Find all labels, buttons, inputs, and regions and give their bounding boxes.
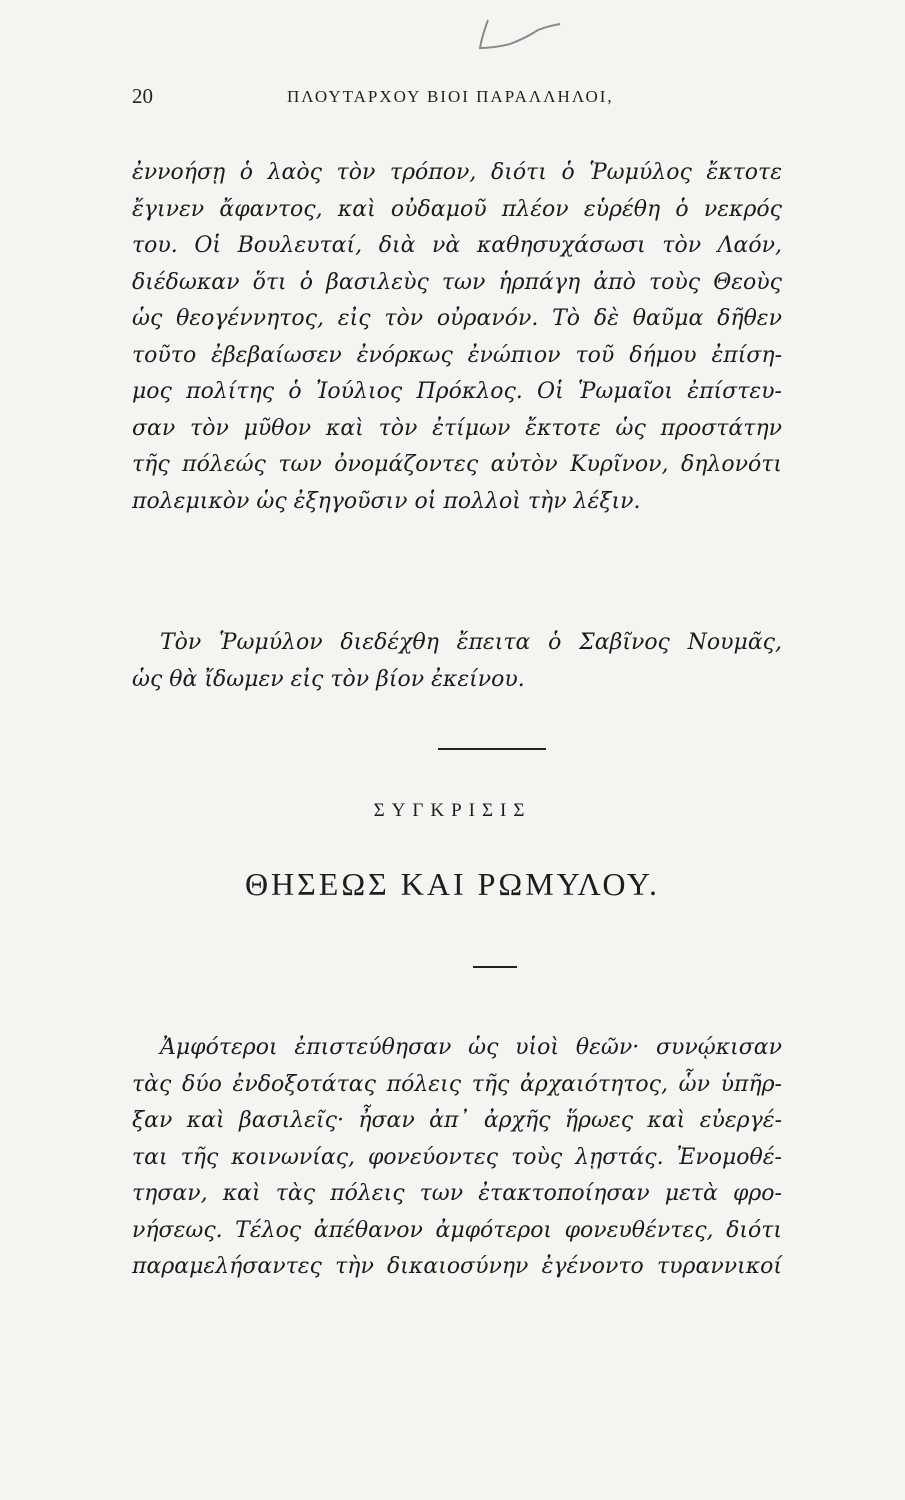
text-line: τὰς δύο ἐνδοξοτάτας πόλεις τῆς ἀρχαιότητος, ὧν ὑπῆρ- bbox=[132, 1071, 782, 1097]
section-label: ΣΥΓΚΡΙΣΙΣ bbox=[373, 800, 532, 821]
paragraph-comparison bbox=[132, 1030, 782, 1286]
text-line: σαν τὸν μῦθον καὶ τὸν ἐτίμων ἔκτοτε ὡς προστάτην bbox=[132, 415, 782, 441]
text-line: μος πολίτης ὁ Ἰούλιος Πρόκλος. Οἱ Ῥωμαῖοι ἐπίστευ- bbox=[132, 379, 782, 404]
section-title: ΘΗΣΕΩΣ ΚΑΙ ΡΩΜΥΛΟΥ. bbox=[244, 866, 661, 902]
text-line: ξαν καὶ βασιλεῖς· ἦσαν ἀπ᾽ ἀρχῆς ἥρωες καὶ εὐεργέ- bbox=[132, 1108, 782, 1133]
text-line: νήσεως. Τέλος ἀπέθανον ἀμφότεροι φονευθέντες, διότι bbox=[132, 1217, 782, 1243]
pencil-annotation-mark bbox=[476, 18, 566, 58]
text-line: ἔγινεν ἄφαντος, καὶ οὐδαμοῦ πλέον εὑρέθη ὁ νεκρός bbox=[132, 196, 782, 222]
running-head: ΠΛΟΥΤΑΡΧΟΥ ΒΙΟΙ ΠΑΡΑΛΛΗΛΟΙ, bbox=[287, 87, 614, 106]
paragraph-romulus-end bbox=[132, 155, 782, 520]
paragraph-succession bbox=[132, 625, 782, 698]
text-line: πολεμικὸν ὡς ἐξηγοῦσιν οἱ πολλοὶ τὴν λέξιν. bbox=[132, 488, 641, 514]
text-line: τοῦτο ἐβεβαίωσεν ἐνόρκως ἐνώπιον τοῦ δήμου ἐπίση- bbox=[132, 342, 782, 368]
text-line: ται τῆς κοινωνίας, φονεύοντες τοὺς λῃστάς. Ἐνομοθέ- bbox=[132, 1144, 782, 1170]
section-divider-top bbox=[438, 748, 546, 750]
text-line: παραμελήσαντες τὴν δικαιοσύνην ἐγένοντο τυραννικοί bbox=[132, 1254, 782, 1279]
text-line: ὡς θὰ ἴδωμεν εἰς τὸν βίον ἐκείνου. bbox=[132, 666, 525, 692]
text-line: Τὸν Ῥωμύλον διεδέχθη ἔπειτα ὁ Σαβῖνος Νουμᾶς, bbox=[160, 630, 782, 655]
text-line: ὡς θεογέννητος, εἰς τὸν οὐρανόν. Τὸ δὲ θαῦμα δῆθεν bbox=[132, 306, 782, 331]
section-divider-bottom bbox=[473, 966, 517, 968]
text-line: του. Οἱ Βουλευταί, διὰ νὰ καθησυχάσωσι τὸν Λαόν, bbox=[132, 233, 782, 258]
text-line: ἐννοήσῃ ὁ λαὸς τὸν τρόπον, διότι ὁ Ῥωμύλος ἔκτοτε bbox=[132, 160, 782, 185]
text-line: τησαν, καὶ τὰς πόλεις των ἐτακτοποίησαν μετὰ φρο- bbox=[132, 1181, 782, 1206]
page-header bbox=[132, 84, 782, 114]
text-line: τῆς πόλεώς των ὀνομάζοντες αὐτὸν Κυρῖνον, δηλονότι bbox=[132, 452, 782, 477]
text-line: διέδωκαν ὅτι ὁ βασιλεὺς των ἡρπάγη ἀπὸ τοὺς Θεοὺς bbox=[132, 269, 782, 295]
text-line: Ἀμφότεροι ἐπιστεύθησαν ὡς υἱοὶ θεῶν· συνῴκισαν bbox=[160, 1035, 782, 1060]
page-number: 20 bbox=[132, 84, 153, 108]
